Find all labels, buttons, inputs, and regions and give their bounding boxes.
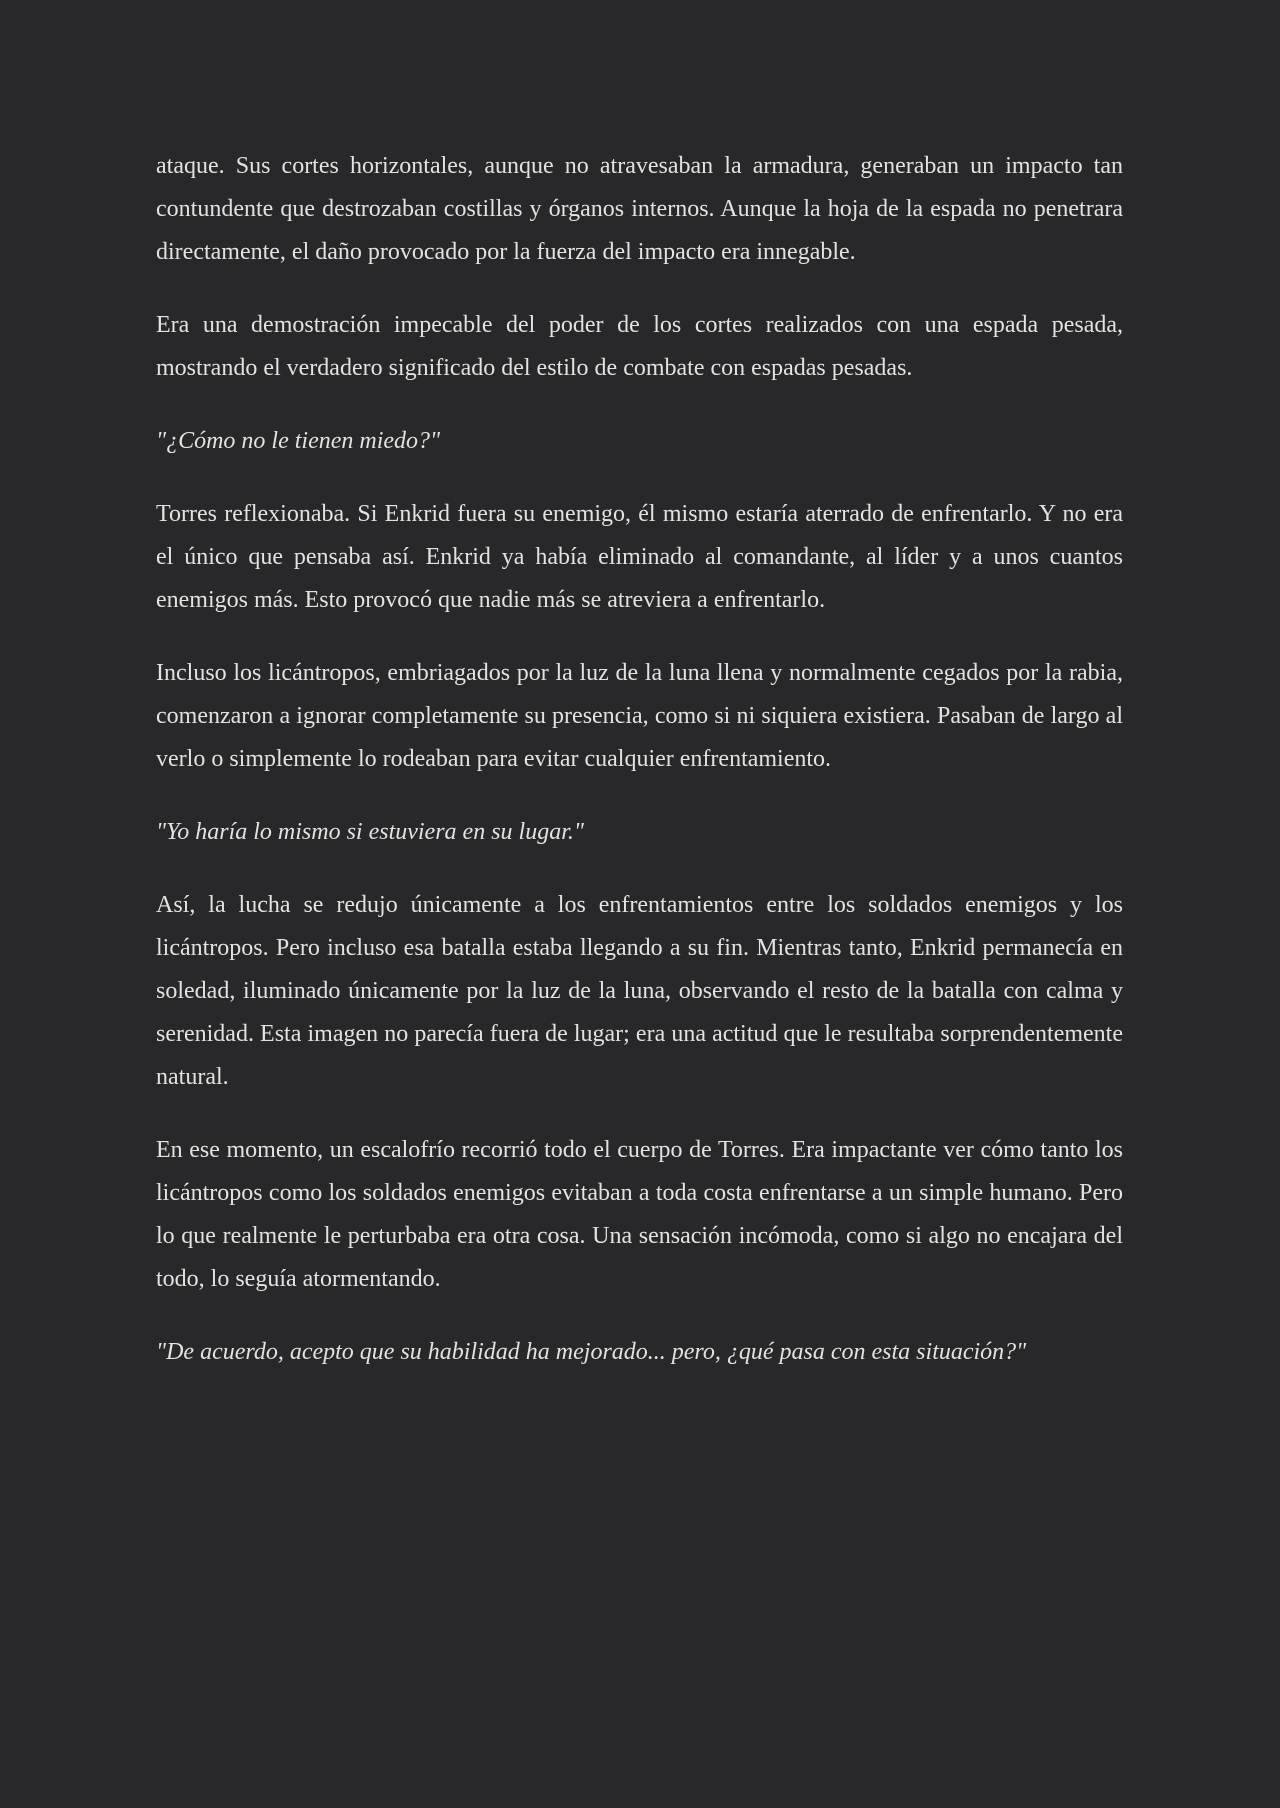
narrative-paragraph: Era una demostración impecable del poder de los cortes realizados con una espada pesada, mostrando el verdadero significado del estilo de combate con espadas pesadas. [156, 312, 1123, 381]
narrative-paragraph: ataque. Sus cortes horizontales, aunque no atravesaban la armadura, generaban un impacto tan contundente que destrozaban costillas y órganos internos. Aunque la hoja de la espada no penetrara directamente, el daño provocado por la fuerza del impacto era innegable. [156, 153, 1123, 265]
narrative-paragraph: En ese momento, un escalofrío recorrió todo el cuerpo de Torres. Era impactante ver cómo tanto los licántropos como los soldados enemigos evitaban a toda costa enfrentarse a un simple humano. Pero lo que realmente le perturbaba era otra cosa. Una sensación incómoda, como si algo no encajara del todo, lo seguía atormentando. [156, 1137, 1123, 1292]
dialogue-paragraph: "Yo haría lo mismo si estuviera en su lugar." [156, 819, 584, 845]
chapter-paragraphs [156, 145, 1123, 1374]
narrative-paragraph: Incluso los licántropos, embriagados por la luz de la luna llena y normalmente cegados por la rabia, comenzaron a ignorar completamente su presencia, como si ni siquiera existiera. Pasaban de largo al verlo o simplemente lo rodeaban para evitar cualquier enfrentamiento. [156, 660, 1123, 772]
dialogue-paragraph: "De acuerdo, acepto que su habilidad ha mejorado... pero, ¿qué pasa con esta situación?" [156, 1339, 1027, 1365]
narrative-paragraph: Torres reflexionaba. Si Enkrid fuera su enemigo, él mismo estaría aterrado de enfrentarlo. Y no era el único que pensaba así. Enkrid ya había eliminado al comandante, al líder y a unos cuantos enemigos más. Esto provocó que nadie más se atreviera a enfrentarlo. [156, 501, 1123, 613]
narrative-paragraph: Así, la lucha se redujo únicamente a los enfrentamientos entre los soldados enemigos y los licántropos. Pero incluso esa batalla estaba llegando a su fin. Mientras tanto, Enkrid permanecía en soledad, iluminado únicamente por la luz de la luna, observando el resto de la batalla con calma y serenidad. Esta imagen no parecía fuera de lugar; era una actitud que le resultaba sorprendentemente natural. [156, 892, 1123, 1090]
dialogue-paragraph: "¿Cómo no le tienen miedo?" [156, 428, 441, 454]
